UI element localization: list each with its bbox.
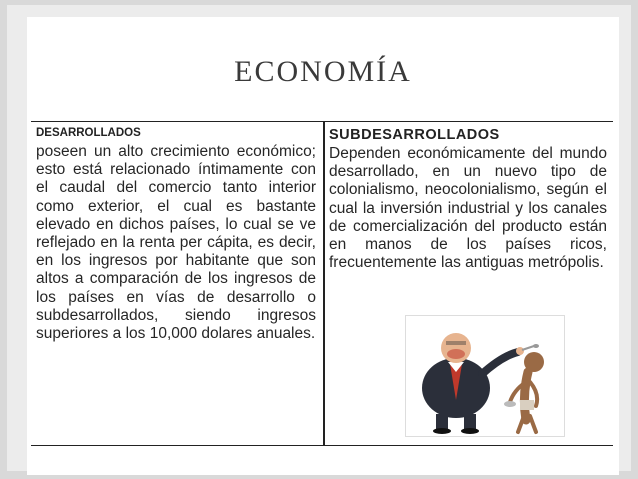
underdeveloped-heading: SUBDESARROLLADOS — [329, 127, 500, 143]
developed-heading: DESARROLLADOS — [36, 127, 141, 139]
underdeveloped-column — [329, 127, 607, 272]
developed-column — [36, 127, 316, 343]
slide-frame — [7, 5, 631, 471]
cartoon-illustration — [405, 315, 565, 437]
slide-title: ECONOMÍA — [234, 55, 412, 88]
slide-content-area — [27, 17, 619, 475]
underdeveloped-text: Dependen económicamente del mundo desarrollado, en un nuevo tipo de colonialismo, neocolonialismo, según el cual la inversión industrial y los canales de comercialización del producto están en manos de los países ricos, frecuentemente las antiguas metrópolis. — [329, 145, 607, 272]
developed-text: poseen un alto crecimiento económico; esto está relacionado íntimamente con el caudal del comercio tanto interior como exterior, el cual es bastante elevado en dichos países, lo cual se ve reflejado en la renta per cápita, es decir, en los ingresos por habitante que son altos a comparación de los ingresos de los países en vías de desarrollo o subdesarrollados, siendo ingresos superiores a los 10,000 dolares anuales. — [36, 143, 316, 343]
cartoon-rich-feeding-poor-icon — [406, 316, 564, 436]
column-divider — [323, 122, 325, 445]
